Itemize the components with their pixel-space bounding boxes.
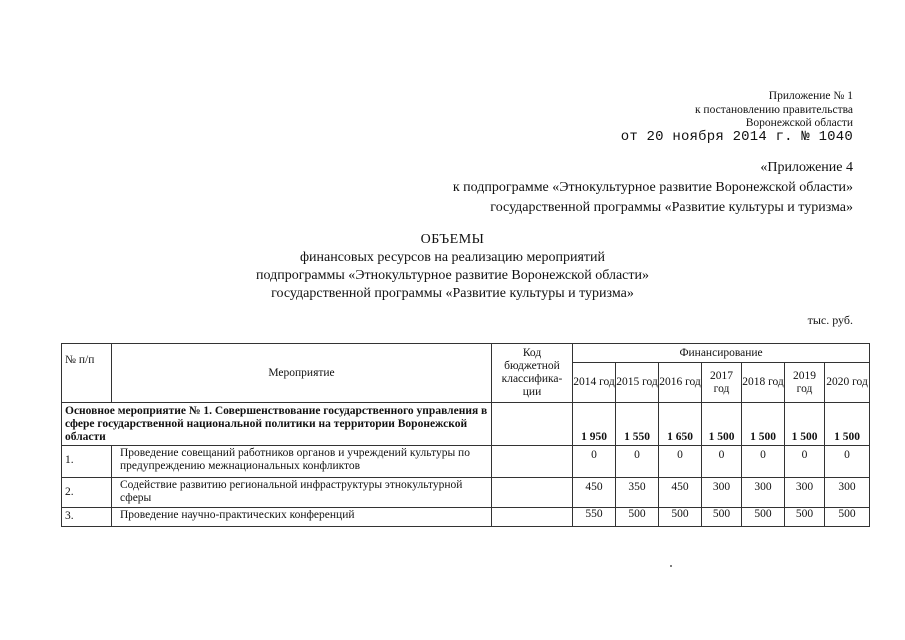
row-value: 0 — [573, 446, 616, 478]
row-value: 0 — [742, 446, 785, 478]
row-number: 2. — [62, 478, 112, 508]
year-header: 2018 год — [742, 363, 785, 403]
main-activity-row — [62, 403, 870, 446]
title-line: финансовых ресурсов на реализацию мероприятий — [299, 250, 606, 265]
appendix4-line: «Приложение 4 — [760, 160, 853, 175]
table-header-row — [62, 344, 870, 363]
row-value: 300 — [702, 478, 742, 508]
main-activity-value: 1 500 — [825, 403, 870, 446]
title-line: подпрограммы «Этнокультурное развитие Воронежской области» — [255, 268, 649, 283]
units-label: тыс. руб. — [807, 313, 853, 327]
year-header: 2020 год — [825, 363, 870, 403]
col-code-header: Код бюджетной классифика-ции — [492, 344, 573, 403]
appendix1-line: Воронежской области — [745, 117, 853, 129]
row-value: 300 — [825, 478, 870, 508]
date-stamp: от 20 ноября 2014 г. № 1040 — [620, 129, 853, 145]
appendix1-line: Приложение № 1 — [768, 90, 853, 102]
row-value: 450 — [573, 478, 616, 508]
row-value: 500 — [659, 508, 702, 527]
col-number-header: № п/п — [62, 344, 112, 403]
row-code — [492, 478, 573, 508]
row-number: 1. — [62, 446, 112, 478]
row-value: 300 — [742, 478, 785, 508]
row-value: 500 — [702, 508, 742, 527]
row-name: Содействие развитию региональной инфраструктуры этнокультурной сферы — [112, 478, 492, 508]
row-value: 450 — [659, 478, 702, 508]
year-header: 2014 год — [573, 363, 616, 403]
main-activity-name: Основное мероприятие № 1. Совершенствование государственного управления в сфере государственной национальной политики на территории Воронежской области — [62, 403, 492, 446]
scan-speck — [670, 565, 672, 567]
row-code — [492, 446, 573, 478]
row-name: Проведение научно-практических конференций — [112, 508, 492, 527]
col-activity-header: Мероприятие — [112, 344, 492, 403]
table-row — [62, 508, 870, 527]
main-activity-value: 1 500 — [785, 403, 825, 446]
main-activity-value: 1 650 — [659, 403, 702, 446]
row-code — [492, 508, 573, 527]
row-value: 0 — [825, 446, 870, 478]
appendix4-block — [453, 158, 853, 218]
col-financing-header: Финансирование — [573, 344, 870, 363]
row-value: 550 — [573, 508, 616, 527]
appendix4-line: к подпрограмме «Этнокультурное развитие Воронежской области» — [452, 180, 853, 195]
row-value: 500 — [825, 508, 870, 527]
title-heading: ОБЪЕМЫ — [420, 232, 485, 247]
budget-table — [61, 343, 870, 527]
table-row — [62, 446, 870, 478]
row-value: 0 — [616, 446, 659, 478]
main-activity-code — [492, 403, 573, 446]
year-header: 2017 год — [702, 363, 742, 403]
row-value: 500 — [616, 508, 659, 527]
row-value: 300 — [785, 478, 825, 508]
year-header: 2019 год — [785, 363, 825, 403]
row-value: 500 — [785, 508, 825, 527]
appendix1-block — [695, 90, 853, 131]
row-value: 500 — [742, 508, 785, 527]
appendix4-line: государственной программы «Развитие культуры и туризма» — [490, 200, 853, 215]
table-row — [62, 478, 870, 508]
row-value: 0 — [702, 446, 742, 478]
year-header: 2015 год — [616, 363, 659, 403]
row-name: Проведение совещаний работников органов и учреждений культуры по предупреждению межнациональных конфликтов — [112, 446, 492, 478]
document-title — [0, 231, 905, 303]
main-activity-value: 1 500 — [742, 403, 785, 446]
row-value: 0 — [785, 446, 825, 478]
main-activity-value: 1 950 — [573, 403, 616, 446]
title-line: государственной программы «Развитие культуры и туризма» — [271, 286, 634, 301]
row-number: 3. — [62, 508, 112, 527]
main-activity-value: 1 550 — [616, 403, 659, 446]
row-value: 0 — [659, 446, 702, 478]
year-header: 2016 год — [659, 363, 702, 403]
main-activity-value: 1 500 — [702, 403, 742, 446]
appendix1-line: к постановлению правительства — [694, 103, 853, 116]
row-value: 350 — [616, 478, 659, 508]
